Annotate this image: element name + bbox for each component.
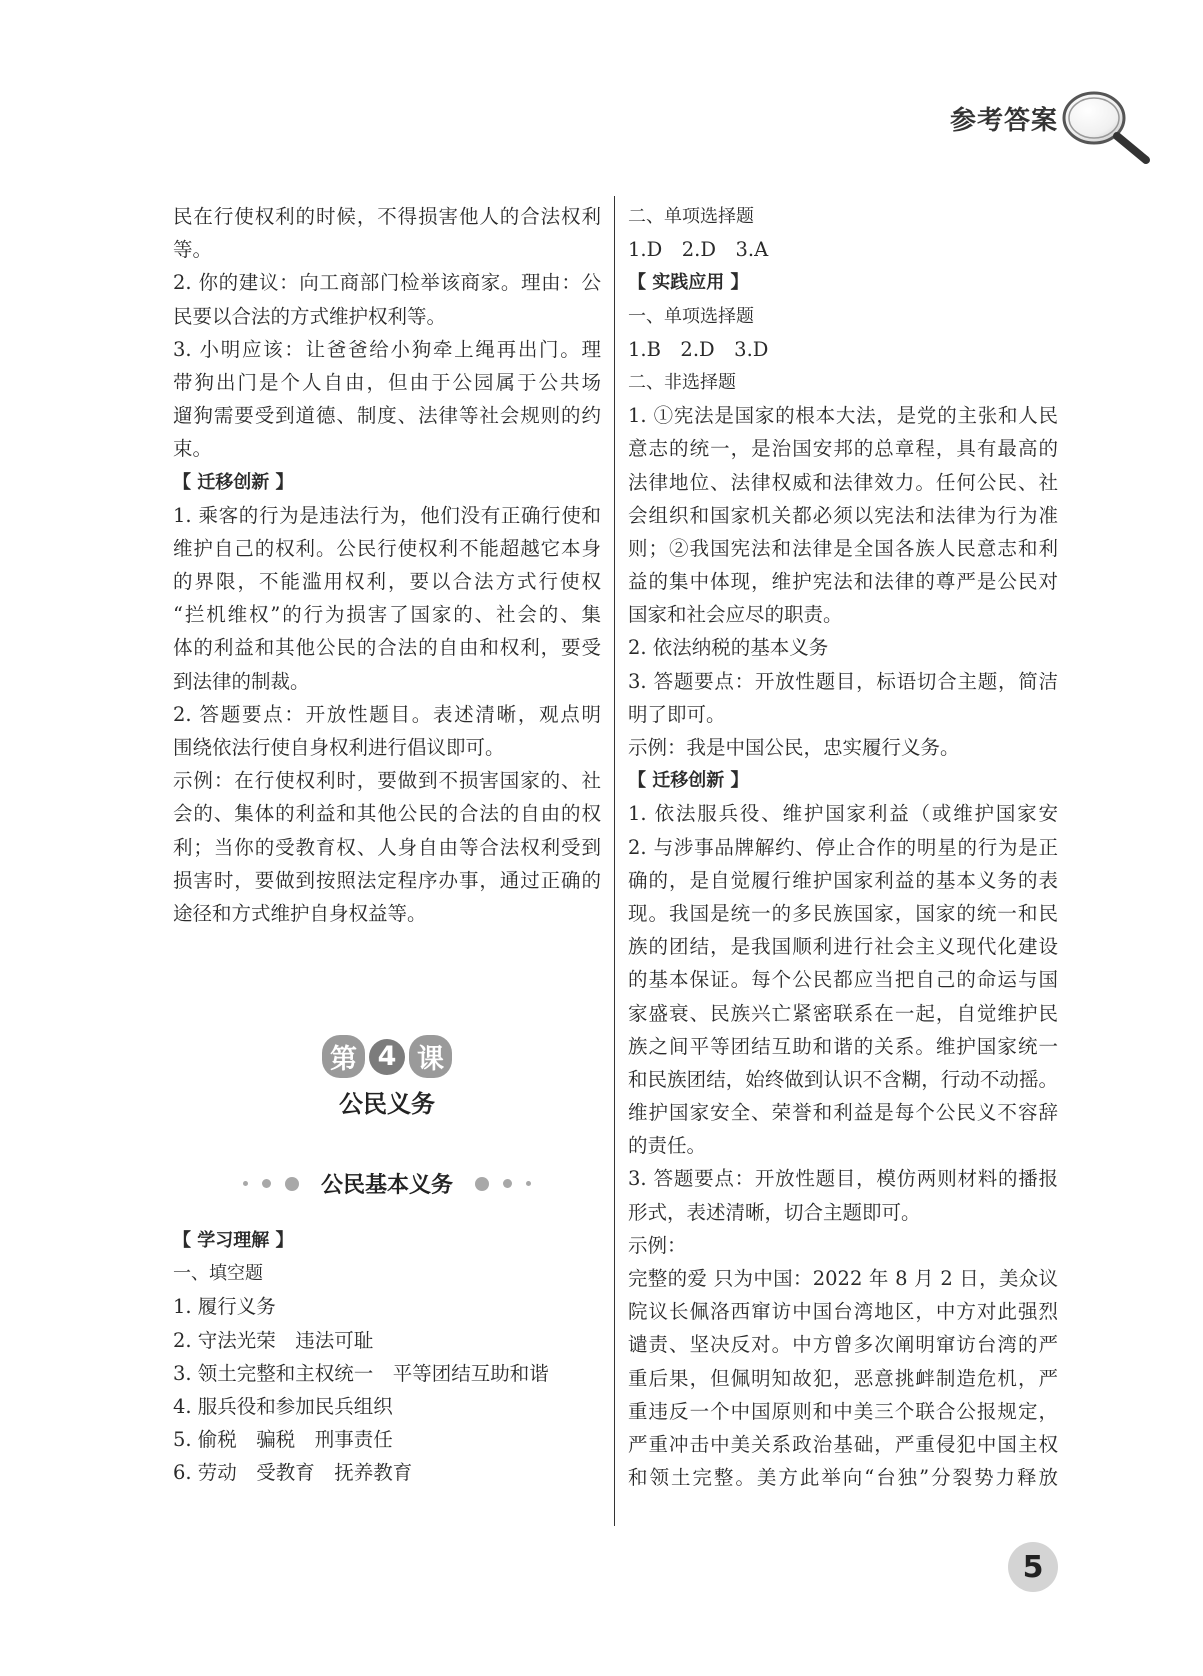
text-line: 族的团结，是我国顺利进行社会主义现代化建设 (628, 935, 1058, 959)
text-line: 3. 答题要点：开放性题目，标语切合主题，简洁 (628, 669, 1058, 693)
text-line: 维护国家安全、荣誉和利益是每个公民义不容辞 (628, 1101, 1058, 1125)
text-line: 损害时，要做到按照法定程序办事，通过正确的 (173, 868, 601, 892)
text-line: 1. 依法服兵役、维护国家利益（或维护国家安 (628, 802, 1058, 826)
text-line: 途径和方式维护自身权益等。 (173, 901, 427, 925)
text-line: 6. 劳动 受教育 抚养教育 (173, 1461, 413, 1485)
header-title: 参考答案 (950, 106, 1059, 136)
section-heading: 【 实践应用 】 (628, 272, 749, 294)
text-line: 院议长佩洛西窜访中国台湾地区，中方对此强烈 (628, 1300, 1058, 1324)
text-line: 等。 (173, 238, 213, 262)
text-line: 民在行使权利的时候，不得损害他人的合法权利 (173, 205, 601, 228)
text-line: 1. ①宪法是国家的根本大法，是党的主张和人民 (628, 404, 1058, 428)
text-line: 3. 答题要点：开放性题目，模仿两则材料的播报 (628, 1167, 1058, 1191)
subsection-heading: 一、单项选择题 (628, 305, 754, 327)
text-line: 示例：我是中国公民，忠实履行义务。 (628, 736, 960, 759)
subsection-heading: 一、填空题 (173, 1263, 263, 1285)
text-line: 3. 小明应该：让爸爸给小狗牵上绳再出门。理 (173, 337, 601, 361)
lesson-number: 4 (369, 1039, 405, 1075)
text-line: 2. 答题要点：开放性题目。表述清晰，观点明 (173, 702, 601, 726)
text-line: 4. 服兵役和参加民兵组织 (173, 1394, 393, 1418)
text-line: 围绕依法行使自身权利进行倡议即可。 (173, 736, 505, 759)
text-line: 的责任。 (628, 1134, 707, 1158)
text-line: 家盛衰、民族兴亡紧密联系在一起，自觉维护民 (628, 1001, 1058, 1025)
text-line: 2. 守法光荣 违法可耻 (173, 1328, 374, 1352)
text-line: 维护自己的权利。公民行使权利不能超越它本身 (173, 536, 601, 560)
text-line: 3. 领土完整和主权统一 平等团结互助和谐 (173, 1361, 549, 1385)
text-line: 民要以合法的方式维护权利等。 (173, 304, 447, 328)
text-line: 示例：在行使权利时，要做到不损害国家的、社 (173, 769, 601, 793)
lesson-title: 公民义务 (339, 1090, 435, 1118)
dot-icon (262, 1179, 271, 1188)
text-line: 示例： (628, 1233, 687, 1257)
text-line: 完整的爱 只为中国：2022 年 8 月 2 日，美众议 (628, 1267, 1058, 1290)
lesson-header (173, 1035, 601, 1119)
text-line: 益的集中体现，维护宪法和法律的尊严是公民对 (628, 570, 1058, 594)
text-line: 和领土完整。美方此举向“台独”分裂势力释放 (628, 1466, 1058, 1490)
text-line: 5. 偷税 骗税 刑事责任 (173, 1428, 393, 1452)
text-line: 意志的统一，是治国安邦的总章程，具有最高的 (628, 437, 1058, 461)
section-title-row (173, 1168, 601, 1199)
magnifier-icon (1060, 88, 1152, 166)
text-line: 遛狗需要受到道德、制度、法律等社会规则的约 (173, 404, 601, 428)
column-divider (614, 196, 615, 1526)
text-line: 带狗出门是个人自由，但由于公园属于公共场 (173, 370, 601, 394)
text-line: 明了即可。 (628, 702, 726, 726)
text-line: 束。 (173, 437, 213, 461)
section-title: 公民基本义务 (320, 1173, 453, 1198)
dot-icon (475, 1177, 489, 1191)
text-line: 的界限，不能滥用权利，要以合法方式行使权 (173, 570, 601, 594)
section-heading: 【 迁移创新 】 (173, 471, 294, 493)
text-line: 1.D 2.D 3.A (628, 238, 769, 262)
text-line: 重违反一个中国原则和中美三个联合公报规定， (628, 1399, 1058, 1423)
text-line: 会组织和国家机关都必须以宪法和法律为行为准 (628, 503, 1058, 527)
text-line: 1. 履行义务 (173, 1295, 276, 1319)
text-line: 法律地位、法律权威和法律效力。任何公民、社 (628, 470, 1058, 494)
text-line: 的基本保证。每个公民都应当把自己的命运与国 (628, 968, 1058, 992)
lesson-badge (322, 1035, 452, 1078)
lesson-suffix: 课 (409, 1035, 452, 1078)
text-line: 国家和社会应尽的职责。 (628, 603, 843, 627)
text-line: 现。我国是统一的多民族国家，国家的统一和民 (628, 901, 1058, 925)
text-line: 2. 你的建议：向工商部门检举该商家。理由：公 (173, 271, 601, 295)
text-line: 利；当你的受教育权、人身自由等合法权利受到 (173, 835, 601, 859)
text-line: 到法律的制裁。 (173, 669, 310, 693)
text-line: 1. 乘客的行为是违法行为，他们没有正确行使和 (173, 503, 601, 527)
lesson-prefix: 第 (322, 1035, 365, 1078)
text-line: 谴责、坚决反对。中方曾多次阐明窜访台湾的严 (628, 1333, 1058, 1357)
text-line: 和民族团结，始终做到认识不含糊，行动不动摇。 (628, 1067, 1058, 1091)
text-line: 重后果，但佩明知故犯，恶意挑衅制造危机，严 (628, 1366, 1058, 1390)
page-number: 5 (1008, 1542, 1058, 1592)
section-heading: 【 迁移创新 】 (628, 770, 749, 792)
dot-icon (243, 1181, 248, 1186)
text-line: 族之间平等团结互助和谐的关系。维护国家统一 (628, 1034, 1058, 1058)
dot-icon (285, 1177, 299, 1191)
left-bottom-column (173, 1224, 601, 1490)
text-line: 2. 与涉事品牌解约、停止合作的明星的行为是正 (628, 835, 1058, 859)
text-line: 确的，是自觉履行维护国家利益的基本义务的表 (628, 868, 1058, 892)
text-line: 严重冲击中美关系政治基础，严重侵犯中国主权 (628, 1432, 1058, 1456)
left-column (173, 200, 601, 930)
dot-icon (503, 1179, 512, 1188)
text-line: 2. 依法纳税的基本义务 (628, 636, 829, 660)
text-line: 形式，表述清晰，切合主题即可。 (628, 1200, 921, 1224)
text-line: “拦机维权”的行为损害了国家的、社会的、集 (173, 603, 601, 627)
subsection-heading: 二、单项选择题 (628, 206, 754, 227)
text-line: 1.B 2.D 3.D (628, 337, 769, 361)
dot-icon (526, 1181, 531, 1186)
right-column (628, 200, 1058, 1494)
text-line: 会的、集体的利益和其他公民的合法的自由的权 (173, 802, 601, 826)
section-heading: 【 学习理解 】 (173, 1230, 294, 1251)
text-line: 体的利益和其他公民的合法的自由和权利，要受 (173, 636, 601, 660)
subsection-heading: 二、非选择题 (628, 371, 736, 393)
text-line: 则；②我国宪法和法律是全国各族人民意志和利 (628, 536, 1058, 560)
